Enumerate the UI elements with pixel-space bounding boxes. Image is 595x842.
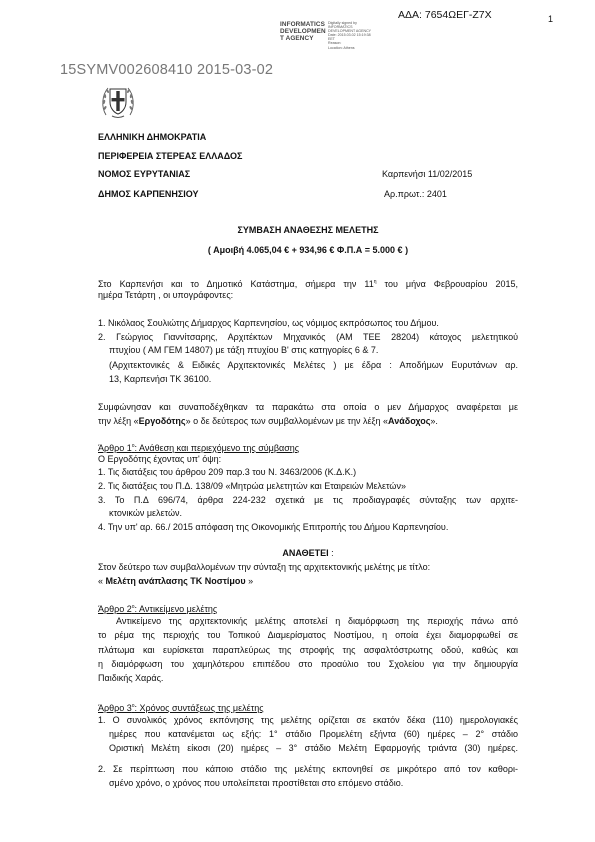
article-2-line-4: η διαμόρφωση του χαμηλότερου επιπέδου στο προαύλιο του Σχολείου για την δημιουργία [98, 659, 518, 669]
assigns-heading [98, 548, 518, 559]
ada-code: ΑΔΑ: 7654ΩΕΓ-Ζ7Χ [398, 9, 492, 21]
article-heading-superscript: ο [131, 443, 135, 449]
article-heading-text: Άρθρο 2 [98, 604, 132, 614]
agreement-line-2 [98, 416, 438, 427]
party-2-line-1: 2. Γεώργιος Γιαννίτσαρης, Αρχιτέκτων Μηχανικός (ΑΜ ΤΕΕ 28204) κάτοχος μελετητικού [98, 332, 518, 342]
header-municipality: ΔΗΜΟΣ ΚΑΡΠΕΝΗΣΙΟΥ [98, 189, 199, 199]
signature-detail: DEVELOPMENT AGENCY [328, 29, 372, 34]
document-code: 15SYMV002608410 2015-03-02 [60, 62, 274, 78]
agreement-text: » ο δε δεύτερος των συμβαλλομένων με την λέξη « [185, 416, 389, 426]
article-3-item-1-line-1: 1. Ο συνολικός χρόνος εκπόνησης της μελέτης ορίζεται σε εκατόν δέκα (110) ημερολογιακές [98, 715, 518, 725]
greek-emblem-icon [100, 82, 136, 120]
signature-detail: EET [328, 37, 335, 42]
article-2-line-5: Παιδικής Χαράς. [98, 673, 164, 683]
party-1: 1. Νικόλαος Σουλιώτης Δήμαρχος Καρπενησίου, ως νόμιμος εκπρόσωπος του Δήμου. [98, 318, 439, 328]
assigns-line-1: Στον δεύτερο των συμβαλλομένων την σύνταξη της αρχιτεκτονικής μελέτης με τίτλο: [98, 562, 431, 572]
intro-superscript: η [373, 279, 377, 285]
article-3-item-1-line-3: Οριστική Μελέτη είκοσι (20) ημέρες – 3° στάδιο Μελέτη Εφαρμογής τριάντα (30) ημέρες. [109, 743, 518, 753]
article-1-heading [98, 441, 299, 454]
agreement-text: ». [430, 416, 438, 426]
article-1-item-1: 1. Τις διατάξεις του άρθρου 209 παρ.3 του Ν. 3463/2006 (Κ.Δ.Κ.) [98, 467, 357, 477]
article-2-line-3: πλάτωμα και ευρίσκεται παραπλεύρως της στροφής της ασφαλτόστρωτης οδού, καθώς και [98, 645, 518, 655]
article-heading-superscript: ο [131, 703, 135, 709]
article-heading-text: : Αντικείμενο μελέτης [134, 604, 218, 614]
party-2-line-4: 13, Καρπενήσι ΤΚ 36100. [109, 374, 212, 384]
article-heading-text: : Χρόνος συντάξεως της μελέτης [134, 703, 264, 713]
signature-detail: Date: 2015.03.02 15:19:38 [328, 33, 371, 38]
article-3-item-1-line-2: ημέρες που κατανέμεται ως εξής: 1° στάδιο Προμελέτη εξήντα (60) ημέρες – 2° στάδιο [109, 729, 518, 739]
page-number: 1 [548, 14, 554, 24]
contractor-term: Ανάδοχος [388, 416, 431, 426]
article-heading-text: : Ανάθεση και περιεχόμενο της σύμβασης [134, 443, 300, 453]
employer-term: Εργοδότης [138, 416, 186, 426]
article-3-item-2-line-1: 2. Σε περίπτωση που κάποιο στάδιο της μελέτης εκπονηθεί σε μικρότερο από τον καθορι- [98, 764, 518, 774]
party-2-line-2: πτυχίου ( ΑΜ ΓΕΜ 14807) με τάξη πτυχίου Β' στις κατηγορίες 6 & 7. [109, 345, 379, 355]
assigns-heading-colon: : [328, 548, 334, 558]
article-1-item-3-line-1: 3. Το Π.Δ 696/74, άρθρα 224-232 σχετικά με τις προδιαγραφές σύνταξης των αρχιτε- [98, 495, 518, 505]
article-1-item-3-line-2: κτονικών μελετών. [109, 508, 183, 518]
article-heading-text: Άρθρο 1 [98, 443, 132, 453]
article-2-line-2: το ρέμα της περιοχής του Τοπικού Διαμερίσματος Νοστίμου, η οποία έχει διαμορφωθεί σε [98, 630, 518, 640]
agreement-line-1: Συμφώνησαν και συναποδέχθηκαν τα παρακάτω στα οποία ο μεν Δήμαρχος αναφέρεται με [98, 402, 518, 412]
article-3-item-2-line-2: σμένο χρόνο, ο χρόνος που υπολείπεται προστίθεται στο επόμενο στάδιο. [109, 778, 404, 788]
article-heading-superscript: ο [131, 604, 135, 610]
signature-detail: Digitally signed by [328, 21, 357, 25]
intro-text: Στο Καρπενήσι και το Δημοτικό Κατάστημα, σήμερα την 11 [98, 279, 374, 289]
study-title: Μελέτη ανάπλασης ΤΚ Νοστίμου [105, 576, 246, 586]
intro-line-1 [98, 277, 518, 290]
signature-org-line: INFORMATICS [280, 21, 326, 28]
article-3-heading [98, 701, 264, 714]
article-2-line-1: Αντικείμενο της αρχιτεκτονικής μελέτης αποτελεί η διαμόρφωση της περιοχής πάνω από [116, 616, 518, 626]
quote-close: » [245, 576, 254, 586]
article-2-heading [98, 602, 217, 615]
header-protocol: Αρ.πρωτ.: 2401 [384, 189, 447, 199]
signature-detail: INFORMATICS [328, 25, 353, 30]
intro-line-2: ημέρα Τετάρτη , οι υπογράφοντες: [98, 290, 234, 300]
contract-fee: ( Αμοιβή 4.065,04 € + 934,96 € Φ.Π.Α = 5.000 € ) [207, 245, 409, 255]
party-2-line-3: (Αρχιτεκτονικές & Ειδικές Αρχιτεκτονικές Μελέτες ) με έδρα : Αποδήμων Ευρυτάνων αρ. [109, 360, 518, 370]
signature-detail: Location: Athens [328, 45, 355, 50]
article-1-intro: Ο Εργοδότης έχοντας υπ' όψη: [98, 454, 222, 464]
header-prefecture: ΝΟΜΟΣ ΕΥΡΥΤΑΝΙΑΣ [98, 169, 191, 179]
article-1-item-4: 4. Την υπ' αρ. 66./ 2015 απόφαση της Οικονομικής Επιτροπής του Δήμου Καρπενησίου. [98, 522, 449, 532]
header-region: ΠΕΡΙΦΕΡΕΙΑ ΣΤΕΡΕΑΣ ΕΛΛΑΔΟΣ [98, 151, 243, 161]
signature-detail: Reason: [328, 41, 342, 46]
signature-org-line: T AGENCY [280, 35, 314, 42]
article-1-item-2: 2. Τις διατάξεις του Π.Δ. 138/09 «Μητρώα μελετητών και Εταιρειών Μελετών» [98, 481, 406, 491]
contract-title: ΣΥΜΒΑΣΗ ΑΝΑΘΕΣΗΣ ΜΕΛΕΤΗΣ [237, 225, 379, 235]
agreement-text: την λέξη « [98, 416, 139, 426]
header-republic: ΕΛΛΗΝΙΚΗ ΔΗΜΟΚΡΑΤΙΑ [98, 132, 207, 142]
header-date: Καρπενήσι 11/02/2015 [382, 169, 473, 179]
assigns-heading-text: ΑΝΑΘΕΤΕΙ [282, 548, 329, 558]
quote-open: « [98, 576, 106, 586]
signature-details [328, 21, 371, 50]
signature-org [280, 21, 326, 42]
article-heading-text: Άρθρο 3 [98, 703, 132, 713]
assigns-study-title [98, 576, 253, 587]
intro-text: του μήνα Φεβρουαρίου 2015, [376, 279, 518, 289]
signature-org-line: DEVELOPMEN [280, 28, 326, 35]
